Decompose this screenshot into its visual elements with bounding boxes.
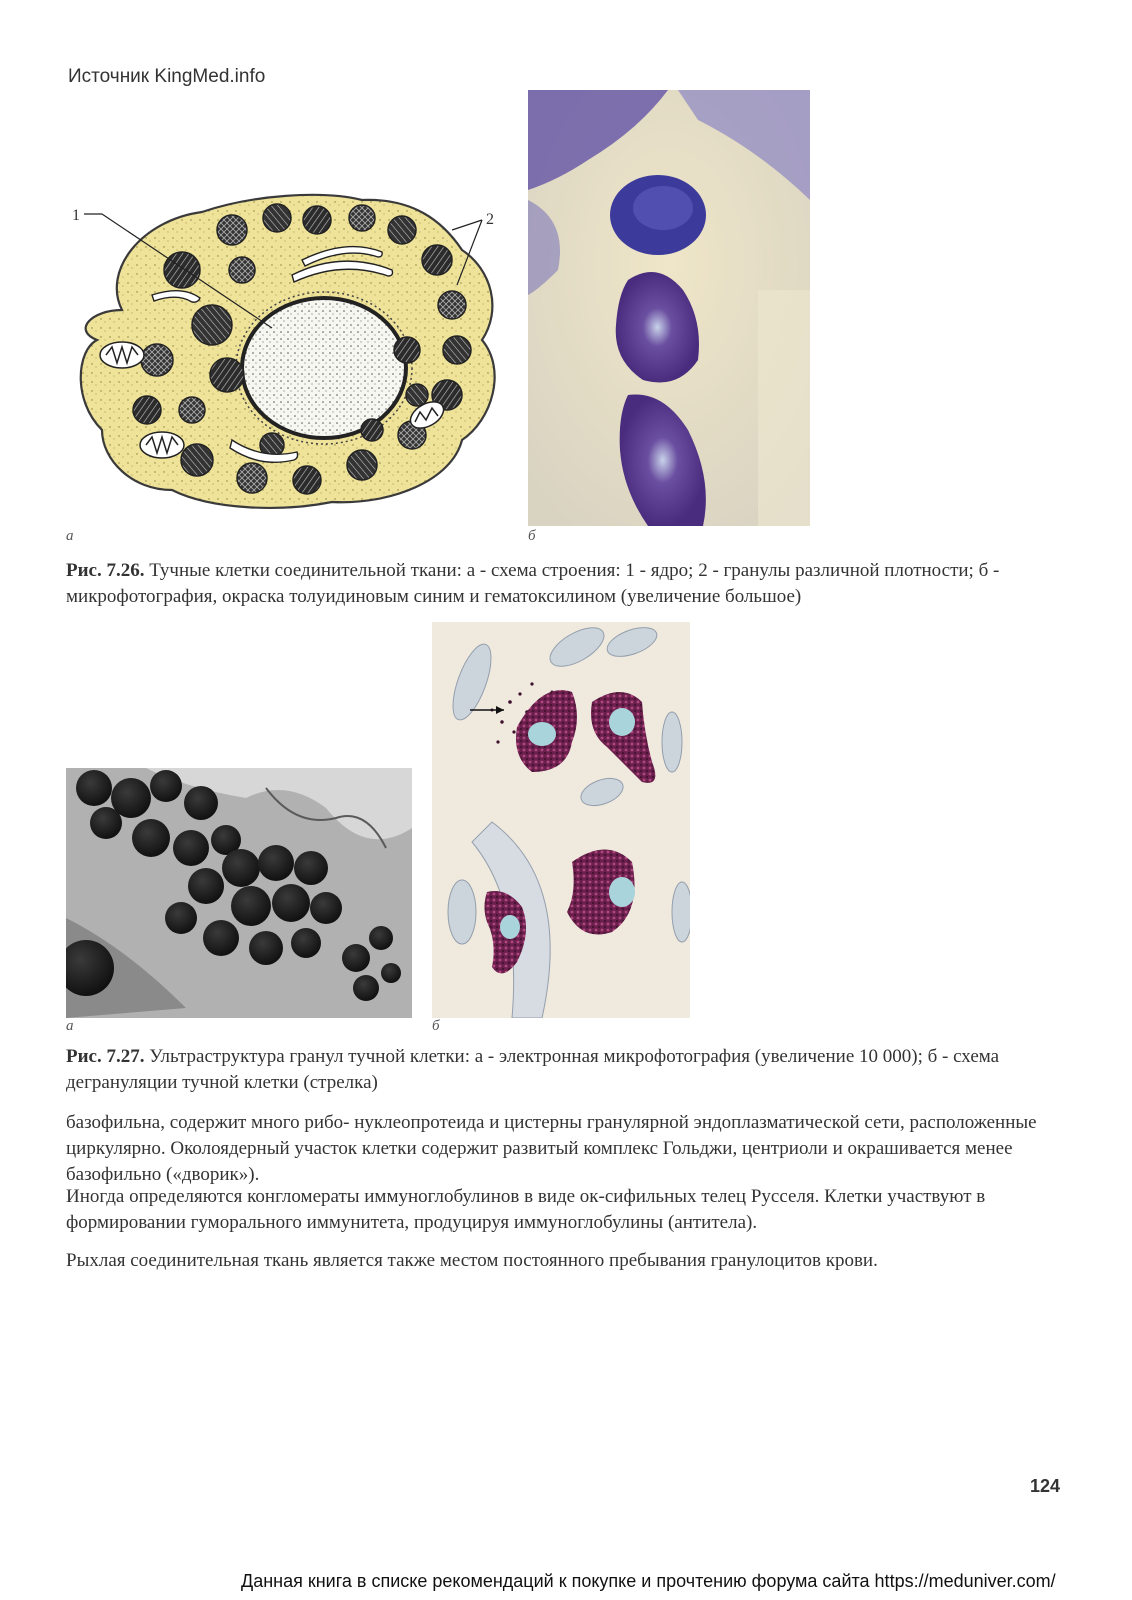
fig726-label-a: а xyxy=(66,528,74,544)
page-number: 124 xyxy=(1030,1476,1061,1496)
body-paragraph-1: базофильна, содержит много рибо- нуклеопротеида и цистерны гранулярной эндоплазматической сети, расположенные циркулярно. Околоядерный участок клетки содержит развитый комплекс Гольджи, центриоли и окрашивается менее базофильно («дворик»). xyxy=(66,1112,1037,1185)
fig727-label-a: а xyxy=(66,1018,74,1034)
body-paragraph-2: Иногда определяются конгломераты иммуноглобулинов в виде ок-сифильных телец Русселя. Клетки участвуют в формировании гуморального иммунитета, продуцируя иммуноглобулины (антитела). xyxy=(66,1186,986,1233)
nucleus xyxy=(242,298,406,438)
source-header: Источник KingMed.info xyxy=(68,66,266,87)
fig727-label-b: б xyxy=(432,1018,440,1034)
fig727-caption-text: Ультраструктура гранул тучной клетки: а - электронная микрофотография (увеличение 10 000); б - схема дегрануляции тучной клетки (стрелка) xyxy=(66,1046,1000,1093)
fig726-caption-text: Тучные клетки соединительной ткани: а - схема строения: 1 - ядро; 2 - гранулы различной плотности; б - микрофотография, окраска толуидиновым синим и гематоксилином (увеличение большое) xyxy=(66,560,1000,607)
footer-notice: Данная книга в списке рекомендаций к покупке и прочтению форума сайта https://meduniver.com/ xyxy=(241,1571,1056,1591)
fig726-label-b: б xyxy=(528,528,536,544)
fig727-caption xyxy=(66,1044,1026,1096)
electron-micrograph xyxy=(66,768,412,1018)
marker-2: 2 xyxy=(486,211,494,228)
body-paragraph-3: Рыхлая соединительная ткань является также местом постоянного пребывания гранулоцитов крови. xyxy=(66,1250,878,1271)
marker-1: 1 xyxy=(72,207,80,224)
mast-cell-schematic xyxy=(62,190,510,518)
fig727-caption-number: Рис. 7.27. xyxy=(66,1046,145,1067)
mast-cell-micrograph xyxy=(528,90,810,526)
fig726-caption xyxy=(66,558,1066,610)
fig726-caption-number: Рис. 7.26. xyxy=(66,560,145,581)
degranulation-scheme xyxy=(432,622,690,1018)
